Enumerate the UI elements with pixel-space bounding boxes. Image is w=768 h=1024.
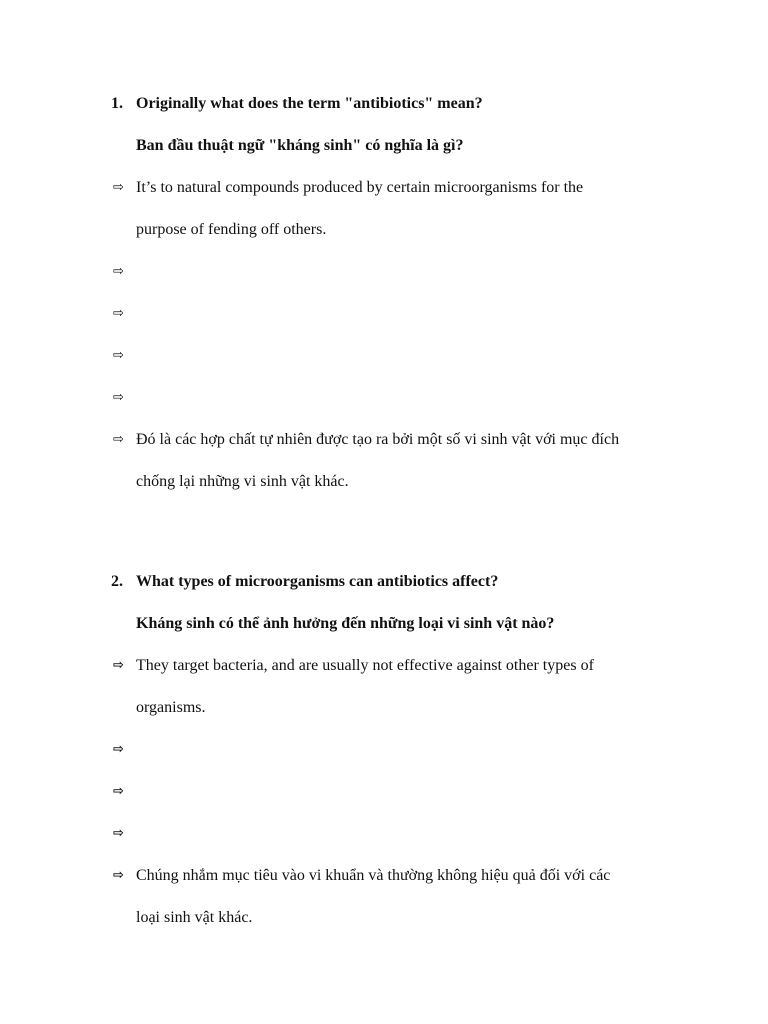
answer-text-vi-2: loại sinh vật khác. bbox=[136, 909, 253, 926]
answer-text-en-2: purpose of fending off others. bbox=[136, 221, 327, 238]
arrow-right-icon: ⇨ bbox=[113, 306, 124, 321]
answer-text-vi-1: Đó là các hợp chất tự nhiên được tạo ra bởi một số vi sinh vật với mục đích bbox=[136, 431, 620, 448]
question-block-2 bbox=[0, 568, 768, 946]
question-text-en: What types of microorganisms can antibiotics affect? bbox=[136, 573, 499, 590]
answer-text-vi-1: Chúng nhắm mục tiêu vào vi khuẩn và thường không hiệu quả đối với các bbox=[136, 867, 611, 884]
arrow-right-icon: ⇨ bbox=[113, 784, 124, 799]
empty-bullet-line bbox=[0, 300, 768, 342]
arrow-right-icon: ⇨ bbox=[113, 390, 124, 405]
empty-bullet-line bbox=[0, 778, 768, 820]
arrow-right-icon: ⇨ bbox=[113, 868, 124, 883]
answer-line bbox=[0, 652, 768, 694]
question-text-vi: Ban đầu thuật ngữ "kháng sinh" có nghĩa là gì? bbox=[136, 137, 464, 154]
arrow-right-icon: ⇨ bbox=[113, 432, 124, 447]
question-number: 2. bbox=[111, 573, 123, 590]
question-line-vi bbox=[0, 132, 768, 174]
answer-text-en-1: They target bacteria, and are usually not effective against other types of bbox=[136, 657, 594, 674]
answer-line bbox=[0, 426, 768, 468]
question-block-1 bbox=[0, 90, 768, 510]
answer-text-vi-2: chống lại những vi sinh vật khác. bbox=[136, 473, 349, 490]
question-line-en bbox=[0, 568, 768, 610]
arrow-right-icon: ⇨ bbox=[113, 658, 124, 673]
answer-line-continued bbox=[0, 216, 768, 258]
answer-line-continued bbox=[0, 468, 768, 510]
arrow-right-icon: ⇨ bbox=[113, 180, 124, 195]
empty-bullet-line bbox=[0, 342, 768, 384]
empty-bullet-line bbox=[0, 820, 768, 862]
empty-bullet-line bbox=[0, 258, 768, 300]
answer-text-en-1: It’s to natural compounds produced by certain microorganisms for the bbox=[136, 179, 584, 196]
arrow-right-icon: ⇨ bbox=[113, 742, 124, 757]
answer-line-continued bbox=[0, 904, 768, 946]
answer-line bbox=[0, 174, 768, 216]
arrow-right-icon: ⇨ bbox=[113, 348, 124, 363]
arrow-right-icon: ⇨ bbox=[113, 826, 124, 841]
question-number: 1. bbox=[111, 95, 123, 112]
question-line-en bbox=[0, 90, 768, 132]
answer-line bbox=[0, 862, 768, 904]
arrow-right-icon: ⇨ bbox=[113, 264, 124, 279]
answer-text-en-2: organisms. bbox=[136, 699, 206, 716]
empty-bullet-line bbox=[0, 736, 768, 778]
question-text-en: Originally what does the term "antibiotics" mean? bbox=[136, 95, 483, 112]
answer-line-continued bbox=[0, 694, 768, 736]
question-line-vi bbox=[0, 610, 768, 652]
empty-bullet-line bbox=[0, 384, 768, 426]
question-text-vi: Kháng sinh có thể ảnh hưởng đến những loại vi sinh vật nào? bbox=[136, 615, 555, 632]
